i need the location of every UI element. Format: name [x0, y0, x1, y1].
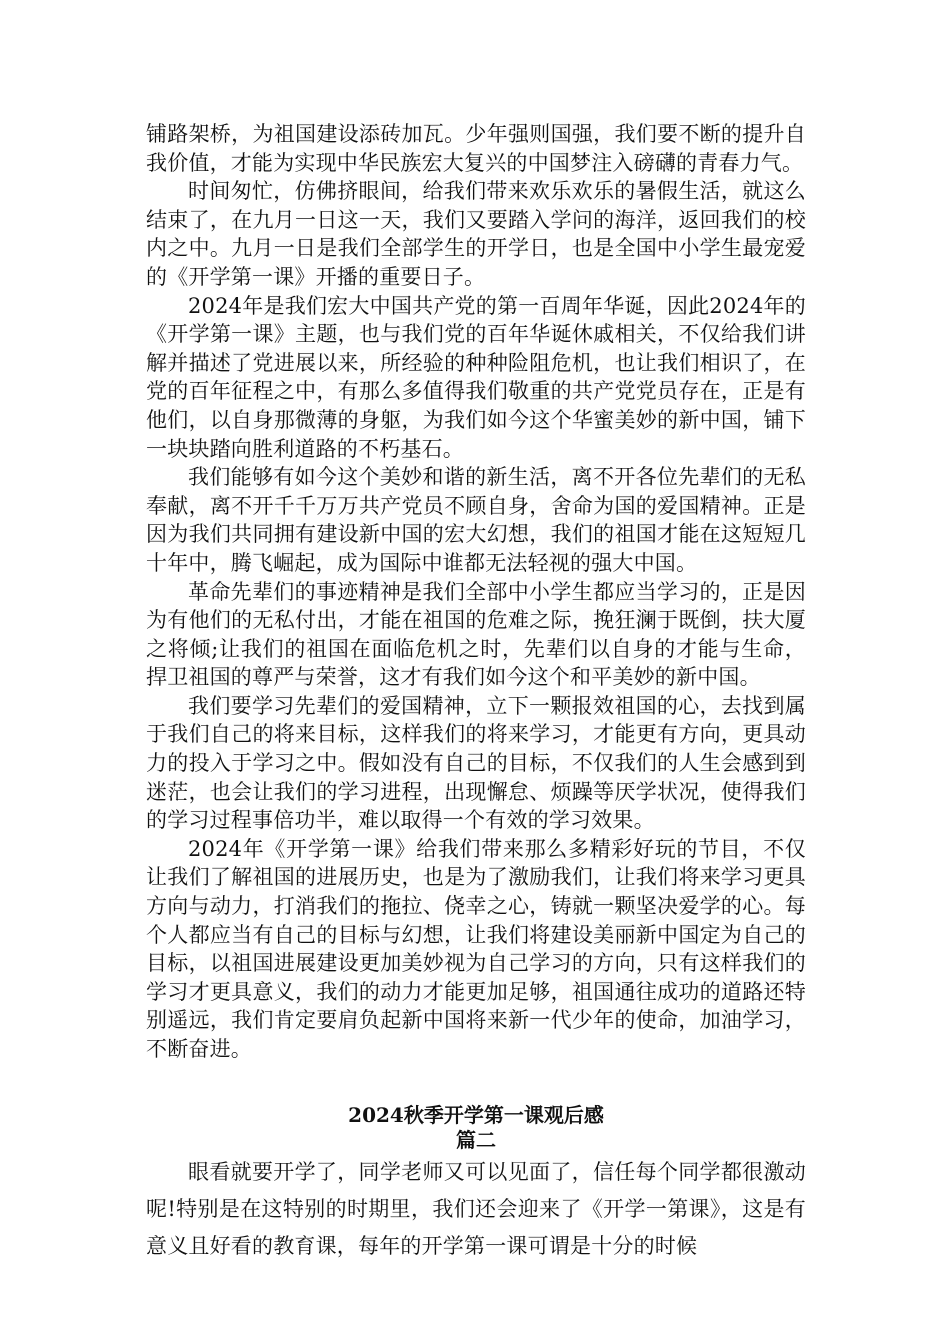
section-paragraph: 眼看就要开学了，同学老师又可以见面了，信任每个同学都很激动呢!特别是在这特别的时期里，我们还会迎来了《开学一第课》，这是有意义且好看的教育课，每年的开学第一课可谓是十分的时候 — [146, 1159, 806, 1258]
paragraph-1: 铺路架桥，为祖国建设添砖加瓦。少年强则国强，我们要不断的提升自我价值，才能为实现中华民族宏大复兴的中国梦注入磅礴的青春力气。 — [146, 122, 806, 175]
section-subtitle: 篇二 — [456, 1127, 496, 1152]
paragraph-3: 2024年是我们宏大中国共产党的第一百周年华诞，因此2024年的《开学第一课》主题，也与我们党的百年华诞休戚相关，不仅给我们讲解并描述了党进展以来，所经验的种种险阻危机，也让我们相识了，在党的百年征程之中，有那么多值得我们敬重的共产党党员存在，正是有他们，以自身那微薄的身躯，为我们如今这个华蜜美妙的新中国，铺下一块块踏向胜利道路的不朽基石。 — [146, 293, 806, 461]
paragraph-2: 时间匆忙，仿佛挤眼间，给我们带来欢乐欢乐的暑假生活，就这么结束了，在九月一日这一天，我们又要踏入学问的海洋，返回我们的校内之中。九月一日是我们全部学生的开学日，也是全国中小学生最宠爱的《开学第一课》开播的重要日子。 — [146, 179, 806, 289]
document-page — [146, 120, 806, 1265]
section-title: 2024秋季开学第一课观后感 — [348, 1102, 604, 1127]
paragraph-7: 2024年《开学第一课》给我们带来那么多精彩好玩的节目，不仅让我们了解祖国的进展历史，也是为了激励我们，让我们将来学习更具方向与动力，打消我们的拖拉、侥幸之心，铸就一颗坚决爱学的心。每个人都应当有自己的目标与幻想，让我们将建设美丽新中国定为自己的目标，以祖国进展建设更加美妙视为自己学习的方向，只有这样我们的学习才更具意义，我们的动力才能更加足够，祖国通往成功的道路还特别遥远，我们肯定要肩负起新中国将来新一代少年的使命，加油学习，不断奋进。 — [146, 836, 806, 1061]
paragraph-4: 我们能够有如今这个美妙和谐的新生活，离不开各位先辈们的无私奉献，离不开千千万万共产党员不顾自身，舍命为国的爱国精神。正是因为我们共同拥有建设新中国的宏大幻想，我们的祖国才能在这短短几十年中，腾飞崛起，成为国际中谁都无法轻视的强大中国。 — [146, 465, 806, 575]
paragraph-5: 革命先辈们的事迹精神是我们全部中小学生都应当学习的，正是因为有他们的无私付出，才能在祖国的危难之际，挽狂澜于既倒，扶大厦之将倾;让我们的祖国在面临危机之时，先辈们以自身的才能与生命，捍卫祖国的尊严与荣誉，这才有我们如今这个和平美妙的新中国。 — [146, 579, 806, 690]
section-heading — [146, 1102, 806, 1152]
paragraph-6: 我们要学习先辈们的爱国精神，立下一颗报效祖国的心，去找到属于我们自己的将来目标，这样我们的将来学习，才能更有方向，更具动力的投入于学习之中。假如没有自己的目标，不仅我们的人生会感到到迷茫，也会让我们的学习进程，出现懈怠、烦躁等厌学状况，使得我们的学习过程事倍功半，难以取得一个有效的学习效果。 — [146, 693, 806, 833]
